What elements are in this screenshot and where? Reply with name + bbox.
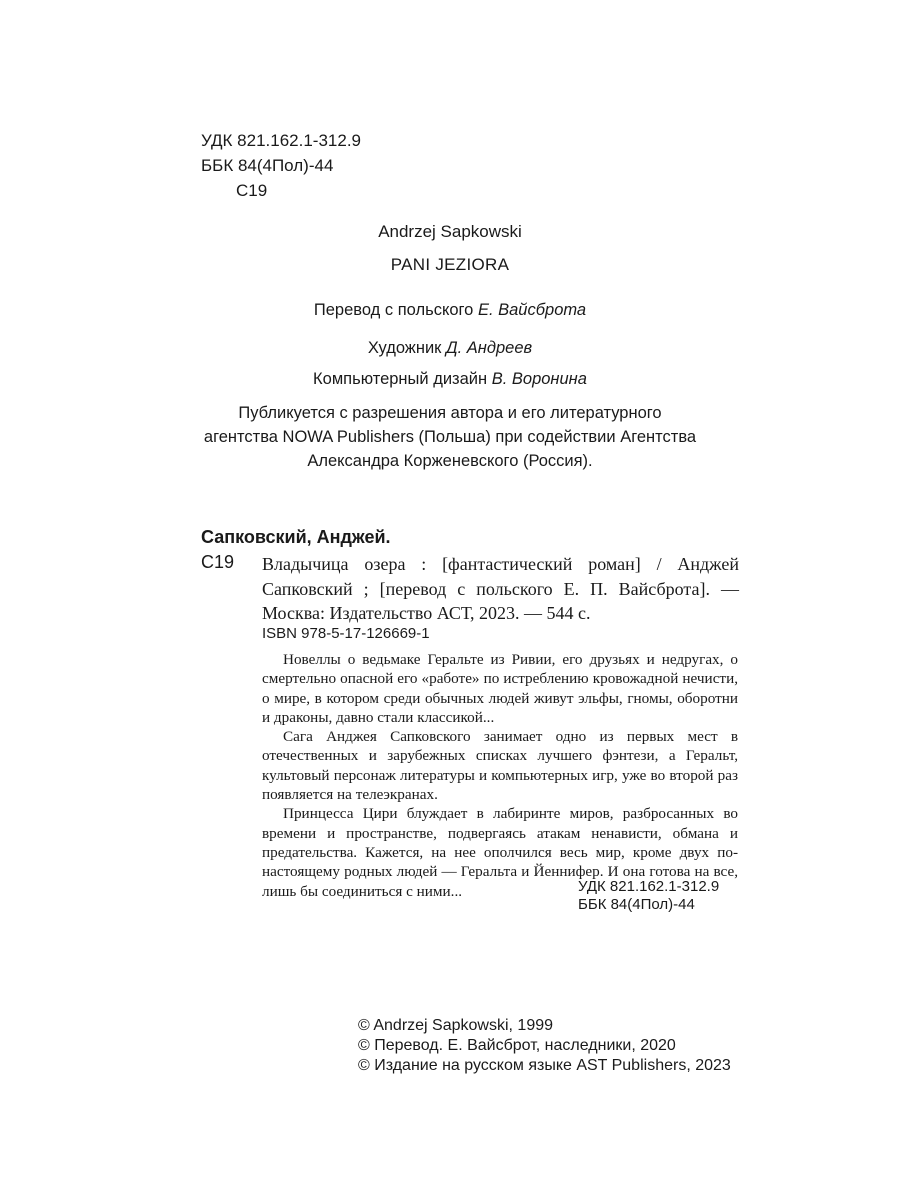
record-heading: Сапковский, Анджей. xyxy=(201,527,391,547)
record-code: С19 xyxy=(201,552,235,572)
record-bbk: ББК 84(4Пол)-44 xyxy=(578,896,695,913)
annotation xyxy=(262,650,738,901)
annotation-paragraph-1: Новеллы о ведьмаке Геральте из Ривии, его друзьях и недругах, о смертельно опасной его «работе» по истреблению кровожадной нечисти, о мире, в котором среди обычных людей живут эльфы, гномы, оборотни и драконы, давно стали классикой... xyxy=(262,651,738,726)
artist-label: Художник xyxy=(367,339,442,357)
translation-label: Перевод с польского xyxy=(313,301,474,319)
annotation-paragraph-2: Сага Анджея Сапковского занимает одно из первых мест в отечественных и зарубежных списках лучшего фэнтези, а Геральт, культовый персонаж литературы и компьютерных игр, уже во второй раз появляется на телеэкранах. xyxy=(262,728,738,804)
translation-credit xyxy=(0,301,900,320)
copyright-line-3: © Издание на русском языке AST Publishers, 2023 xyxy=(358,1057,731,1074)
udk-code: УДК 821.162.1-312.9 xyxy=(201,131,362,150)
permission-line-1: Публикуется с разрешения автора и его литературного xyxy=(238,404,662,422)
original-title: PANI JEZIORA xyxy=(390,255,510,274)
annotation-paragraph-3: Принцесса Цири блуждает в лабиринте миров, разбросанных во времени и пространстве, подвергаясь атакам ненависти, обмана и предательства. Кажется, на нее ополчился весь мир, кроме двух по-настоящему родных людей — Геральта и Йеннифер. И она готова на все, лишь бы соединиться с ними... xyxy=(262,805,738,900)
designer-name: В. Воронина xyxy=(491,370,587,388)
artist-credit xyxy=(0,339,900,358)
isbn: ISBN 978-5-17-126669-1 xyxy=(262,625,430,642)
translator-name: Е. Вайсброта xyxy=(477,301,587,319)
bbk-code: ББК 84(4Пол)-44 xyxy=(201,156,334,175)
permission-line-2: агентства NOWA Publishers (Польша) при содействии Агентства xyxy=(203,428,697,446)
copyright-line-2: © Перевод. Е. Вайсброт, наследники, 2020 xyxy=(358,1037,676,1054)
author-sign: С19 xyxy=(236,181,268,200)
artist-name: Д. Андреев xyxy=(446,339,533,357)
record-description: Владычица озера : [фантастический роман] / Анджей Сапковский ; [перевод с польского Е. П. Вайсброта]. — Москва: Издательство АСТ, 2023. — 544 с. xyxy=(262,554,739,623)
design-credit xyxy=(0,370,900,389)
design-label: Компьютерный дизайн xyxy=(313,370,488,388)
copyright-line-1: © Andrzej Sapkowski, 1999 xyxy=(358,1017,554,1034)
permission-line-3: Александра Корженевского (Россия). xyxy=(307,452,593,470)
original-author: Andrzej Sapkowski xyxy=(378,222,522,241)
record-udk: УДК 821.162.1-312.9 xyxy=(578,878,720,895)
